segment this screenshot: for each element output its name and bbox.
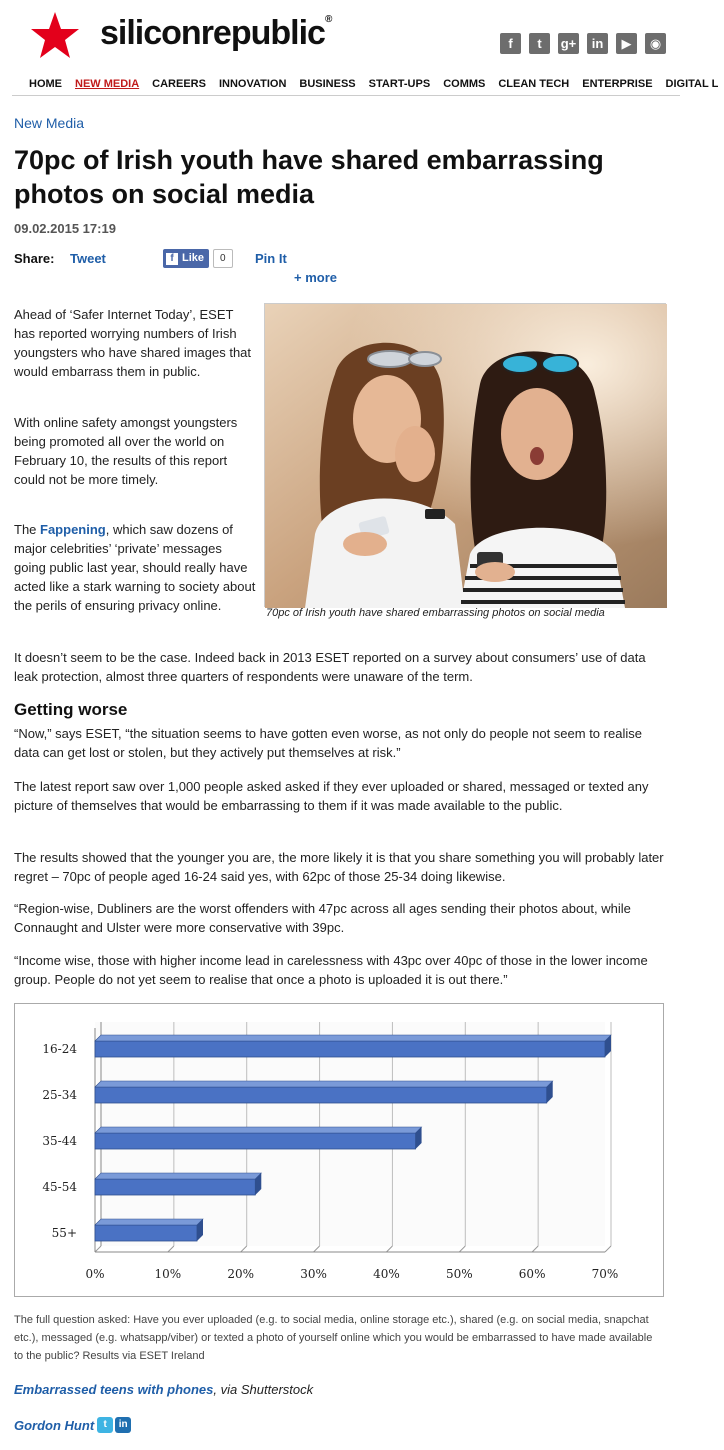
bar-55+ [95,1225,197,1241]
teens-with-phones-illustration [265,304,667,608]
x-tick-label: 0% [85,1267,105,1281]
bar-top-25-34 [95,1081,553,1087]
paragraph-5: “Now,” says ESET, “the situation seems to have gotten even worse, as not only do people not seem to realise data can get lost or stolen, but they actively put themselves at risk.” [14,726,642,760]
nav-item-start-ups[interactable]: START-UPS [368,78,431,90]
category-label: 25-34 [42,1088,77,1102]
site-header [0,0,680,70]
rss-icon[interactable]: ◉ [645,33,666,54]
more-share-button[interactable]: + more [294,270,337,285]
nav-item-careers[interactable]: CAREERS [152,78,206,90]
tweet-button[interactable]: Tweet [70,251,106,266]
bar-top-16-24 [95,1035,611,1041]
facebook-icon: f [166,253,178,265]
nav-item-enterprise[interactable]: ENTERPRISE [582,78,653,90]
x-tick-label: 50% [445,1267,473,1281]
linkedin-icon[interactable]: in [587,33,608,54]
paragraph-9: “Income wise, those with higher income lead in carelessness with 43pc over 40pc of those in the lower income group. People do not yet seem to realise that once a photo is uploaded it is out there.” [14,953,648,987]
paragraph-8: “Region-wise, Dubliners are the worst offenders with 47pc across all ages sending their photos about, while Connaught and Ulster were more conservative with 39pc. [14,901,631,935]
article-category[interactable]: New Media [14,115,85,131]
nav-item-clean-tech[interactable]: CLEAN TECH [498,78,570,90]
gridline-floor [314,1246,320,1252]
logo-registered-mark: ® [324,14,332,25]
category-label: 16-24 [42,1042,77,1056]
paragraph-3-pre: The [14,522,41,537]
gridline-floor [241,1246,247,1252]
author-byline [14,1417,133,1433]
x-tick-label: 70% [591,1267,619,1281]
share-bar [14,249,674,289]
paragraph-2: With online safety amongst youngsters being promoted all over the world on February 10, the results of this report could not be more timely. [14,415,238,487]
social-links [500,33,674,54]
x-tick-label: 40% [373,1267,400,1281]
category-label: 35-44 [42,1134,77,1148]
article-date: 09.02.2015 17:19 [14,221,116,236]
gridline-floor [168,1246,174,1252]
paragraph-3-post: , which saw dozens of major celebrities’ ‘private’ messages going public last year, should really have acted like a stark warning to society about the perils of ensuring privacy online. [14,522,256,613]
youtube-icon[interactable]: ▶ [616,33,637,54]
subheading-getting-worse: Getting worse [14,700,128,719]
image-credit-link[interactable]: Embarrassed teens with phones [14,1382,214,1397]
nav-item-home[interactable]: HOME [29,78,62,90]
facebook-like-label: Like [182,252,205,264]
bar-top-45-54 [95,1173,261,1179]
x-tick-label: 20% [227,1267,255,1281]
category-label: 45-54 [42,1180,77,1194]
bar-16-24 [95,1041,605,1057]
site-logo[interactable] [100,14,331,53]
x-tick-label: 10% [154,1267,182,1281]
bar-35-44 [95,1133,416,1149]
nav-item-business[interactable]: BUSINESS [299,78,356,90]
paragraph-4: It doesn’t seem to be the case. Indeed back in 2013 ESET reported on a survey about consumers’ use of data leak protection, almost three quarters of respondents were unaware of the term. [14,650,646,684]
bar-top-35-44 [95,1127,422,1133]
x-tick-label: 60% [518,1267,546,1281]
star-logo-icon[interactable] [30,10,80,60]
twitter-icon[interactable]: t [97,1417,113,1433]
googleplus-icon[interactable]: g+ [558,33,579,54]
facebook-like-count: 0 [213,249,233,268]
paragraph-3 [14,520,256,615]
main-nav [12,72,719,96]
category-label: 55+ [51,1226,77,1240]
author-name[interactable]: Gordon Hunt [14,1417,95,1433]
gridline-floor [532,1246,538,1252]
gridline-floor [386,1246,392,1252]
paragraph-7: The results showed that the younger you are, the more likely it is that you share something you will probably later regret – 70pc of people aged 16-24 said yes, with 62pc of those 25-34 doing likewise. [14,850,664,884]
age-chart [14,1003,664,1297]
bar-top-55+ [95,1219,203,1225]
gridline-floor [459,1246,465,1252]
pin-it-button[interactable]: Pin It [255,251,287,266]
image-caption: 70pc of Irish youth have shared embarrassing photos on social media [266,607,605,619]
share-label: Share: [14,251,55,266]
gridline-floor [95,1246,101,1252]
nav-item-digital-l[interactable]: DIGITAL L [665,78,719,90]
article-image [264,303,666,607]
bar-25-34 [95,1087,547,1103]
twitter-icon[interactable]: t [529,33,550,54]
linkedin-icon[interactable]: in [115,1417,131,1433]
chart-note: The full question asked: Have you ever uploaded (e.g. to social media, online storage etc.), shared (e.g. on social media, snapchat etc.), messaged (e.g. whatsapp/viber) or texted a photo of yourself online which you would be embarrassed to have made available to the public? Results via ESET Ireland [14,1314,653,1362]
facebook-like-button[interactable] [163,249,209,268]
image-credit [14,1382,313,1397]
image-credit-source: , via Shutterstock [213,1382,314,1397]
x-tick-label: 30% [300,1267,327,1281]
nav-item-new-media[interactable]: NEW MEDIA [75,78,140,90]
fappening-link[interactable]: Fappening [40,522,106,537]
paragraph-intro: Ahead of ‘Safer Internet Today’, ESET has reported worrying numbers of Irish youngsters who have shared images that would embarrass them in public. [14,307,252,379]
age-bar-chart [15,1004,665,1298]
bar-45-54 [95,1179,255,1195]
nav-item-innovation[interactable]: INNOVATION [218,78,287,90]
facebook-icon[interactable]: f [500,33,521,54]
gridline-floor [605,1246,611,1252]
facebook-like-widget [163,249,233,268]
logo-wordmark: siliconrepublic [100,14,325,52]
article-title: 70pc of Irish youth have shared embarrassing photos on social media [14,145,604,209]
nav-item-comms[interactable]: COMMS [443,78,486,90]
paragraph-6: The latest report saw over 1,000 people asked asked if they ever uploaded or shared, messaged or texted any picture of themselves that would be embarrassing to them if it was made available to the public. [14,779,649,813]
